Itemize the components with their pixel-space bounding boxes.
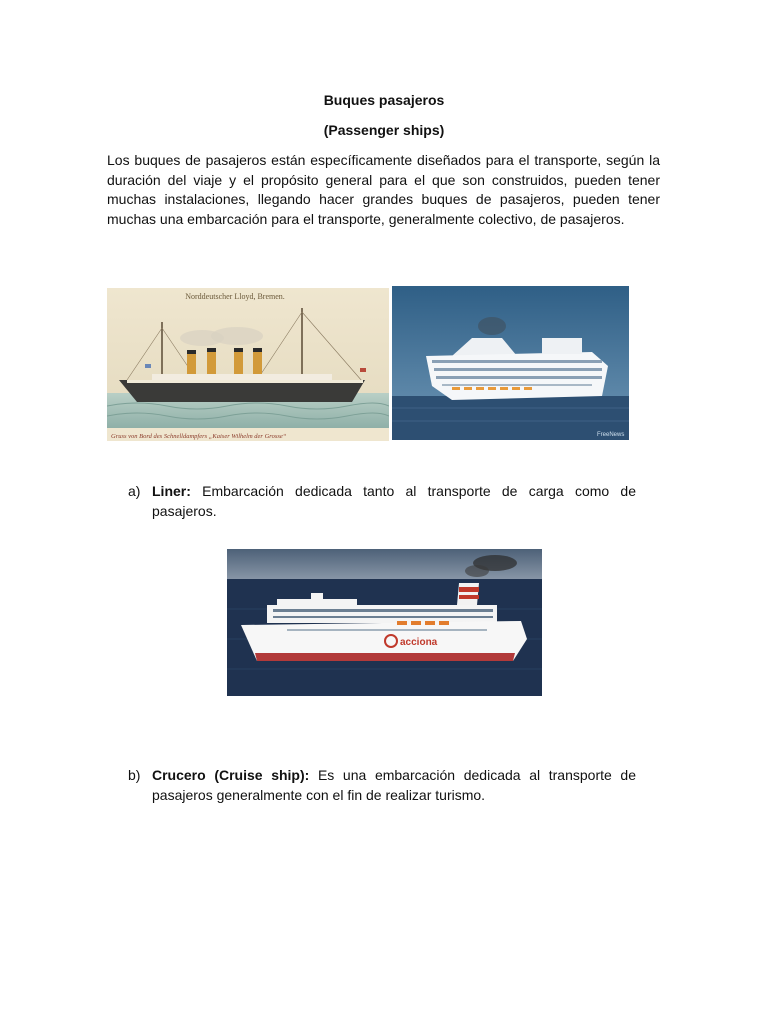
vintage-caption-bottom: Gruss von Bord des Schnelldampfers „Kaiser Wilhelm der Grosse“ (111, 433, 287, 440)
liner-ferry-image (227, 549, 542, 696)
term-liner: Liner: (152, 483, 191, 499)
list-marker: a) (128, 483, 141, 499)
vintage-caption-top: Norddeutscher Lloyd, Bremen. (185, 292, 285, 301)
list-marker: b) (128, 767, 141, 783)
definition-cruise: Es una embarcación dedicada al transporte de pasajeros generalmente con el fin de realizar turismo. (152, 767, 636, 803)
page-title: Buques pasajeros (323, 92, 445, 108)
list-item-body (152, 481, 636, 521)
cruise-watermark: FreeNews (597, 432, 625, 438)
page-subtitle: (Passenger ships) (323, 122, 445, 138)
term-cruise: Crucero (Cruise ship): (152, 767, 310, 783)
ferry-logo: acciona (400, 637, 438, 648)
list-item-body (152, 765, 636, 805)
cruise-ship-image (392, 286, 629, 440)
list-item-liner (128, 481, 660, 525)
list-item-cruise (128, 765, 660, 809)
intro-paragraph: Los buques de pasajeros están específicamente diseñados para el transporte, según la duración del viaje y el propósito general para el que son construidos, pueden tener muchas instalaciones, llegando hacer grandes buques de pasajeros, pueden tener muchas una embarcación para el transporte, generalmente colectivo, de pasajeros. (107, 152, 660, 227)
definition-liner: Embarcación dedicada tanto al transporte de carga como de pasajeros. (152, 483, 636, 519)
vintage-steamship-image (107, 288, 389, 441)
